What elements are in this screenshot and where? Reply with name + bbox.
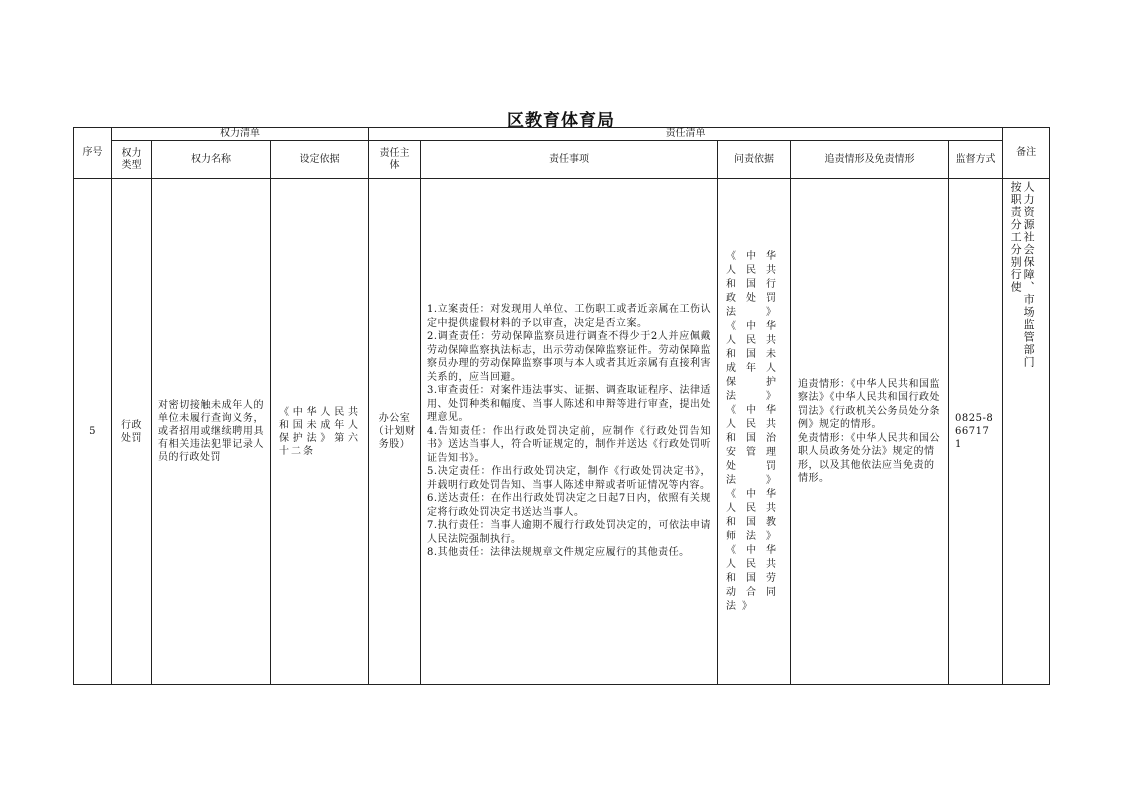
cell-power-name: 对密切接触未成年人的单位未履行查询义务，或者招用或继续聘用具有相关违法犯罪记录人员的行政处罚	[152, 179, 271, 685]
pursuit-case: 追责情形：《中华人民共和国监察法》《中华人民共和国行政处罚法》《行政机关公务员处分条例》规定的情形。	[798, 378, 941, 430]
header-supervision: 监督方式	[949, 141, 1003, 179]
responsibility-item: 6.送达责任：在作出行政处罚决定之日起7日内，依照有关规定将行政处罚决定书送达当事人。	[427, 493, 712, 518]
header-remarks: 备注	[1003, 128, 1050, 179]
header-power-name: 权力名称	[152, 141, 271, 179]
header-responsible-subject: 责任主体	[369, 141, 421, 179]
responsibility-item: 7.执行责任：当事人逾期不履行行政处罚决定的，可依法申请人民法院强制执行。	[427, 520, 712, 545]
header-pursuit-exemption: 追责情形及免责情形	[791, 141, 949, 179]
responsibility-item: 3.审查责任：对案件违法事实、证据、调查取证程序、法律适用、处罚种类和幅度、当事人陈述和申辩等进行审查，提出处理意见。	[427, 385, 712, 424]
cell-legal-basis: 《中华人民共和国未成年人保护法》第六十二条	[271, 179, 369, 685]
table-row	[74, 179, 1050, 685]
responsibility-table	[73, 127, 1050, 685]
header-seq: 序号	[74, 128, 112, 179]
cell-supervision: 0825-8667171	[949, 179, 1003, 685]
responsibility-item: 8.其他责任：法律法规规章文件规定应履行的其他责任。	[427, 547, 690, 559]
exemption-case: 免责情形：《中华人民共和国公职人员政务处分法》规定的情形，以及其他依法应当免责的情形。	[798, 432, 941, 484]
responsibility-item: 5.决定责任：作出行政处罚决定，制作《行政处罚决定书》，并载明行政处罚告知、当事人陈述申辩或者听证情况等内容。	[427, 466, 712, 491]
header-accountability-basis: 问责依据	[718, 141, 791, 179]
header-responsibility-items: 责任事项	[421, 141, 718, 179]
cell-remarks	[1003, 179, 1050, 685]
page-title: 区教育体育局	[507, 111, 615, 131]
cell-responsible-subject: 办公室（计划财务股）	[369, 179, 421, 685]
cell-pursuit-exemption	[791, 179, 949, 685]
remarks-text: 人力资源社会保障、市场监管部门按职责分工分别行使	[1009, 181, 1036, 369]
header-power-list: 权力清单	[112, 128, 369, 141]
responsibility-item: 4.告知责任：作出行政处罚决定前，应制作《行政处罚告知书》送达当事人，符合听证规定的，制作并送达《行政处罚听证告知书》。	[427, 425, 712, 464]
cell-seq: 5	[74, 179, 112, 685]
cell-power-type: 行政处罚	[112, 179, 152, 685]
responsibility-item: 1.立案责任：对发现用人单位、工伤职工或者近亲属在工伤认定中提供虚假材料的予以审查，决定是否立案。	[427, 304, 712, 329]
header-responsibility-list: 责任清单	[369, 128, 1003, 141]
cell-accountability-basis: 《中华人民共和国行政处罚法》《中华人民共和国未成年人保护法》《中华人民共和国治安管理处罚法》《中华人民共和国教师法》《中华人民共和国劳动合同法》	[718, 179, 791, 685]
cell-responsibility-items	[421, 179, 718, 685]
header-power-type: 权力类型	[112, 141, 152, 179]
responsibility-item: 2.调查责任：劳动保障监察员进行调查不得少于2人并应佩戴劳动保障监察执法标志，出示劳动保障监察证件。劳动保障监察员办理的劳动保障监察事项与本人或者其近亲属有直接利害关系的，应当回避。	[427, 331, 712, 383]
header-legal-basis: 设定依据	[271, 141, 369, 179]
